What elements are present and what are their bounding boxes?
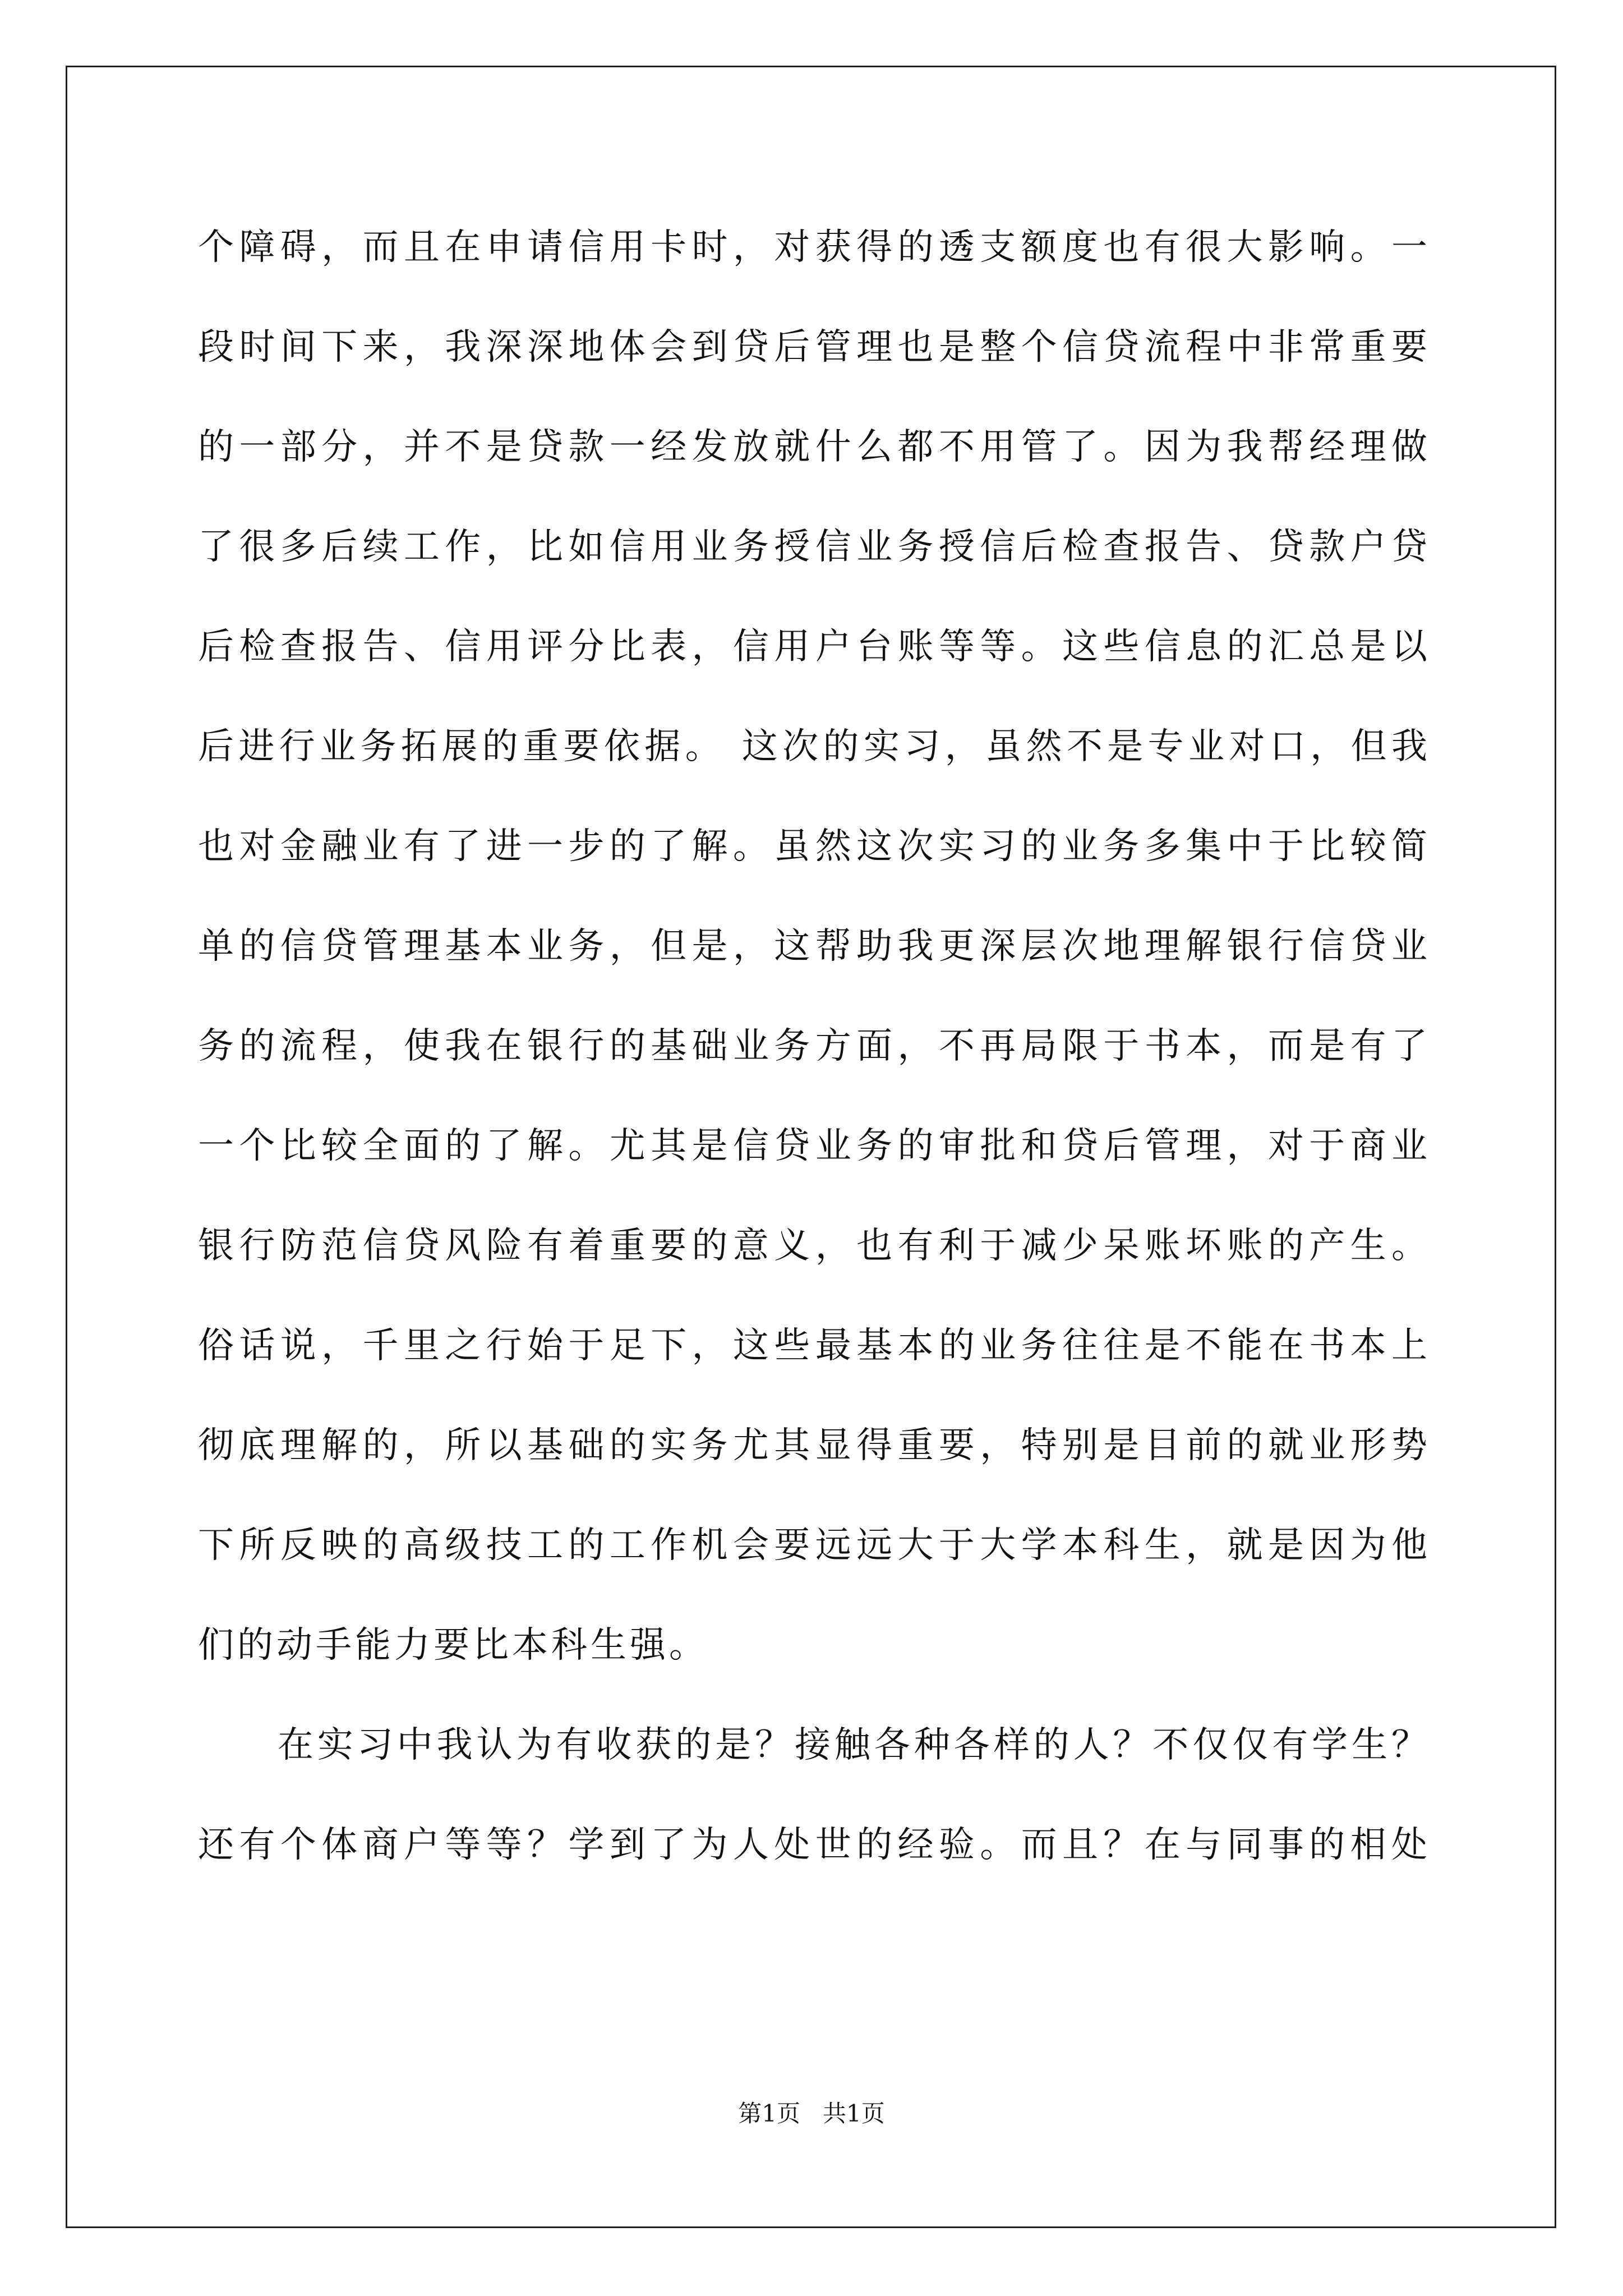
text-line-6: 后进行业务拓展的重要依据。 这次的实习，虽然不是专业对口，但我 [198, 726, 1427, 767]
page-footer: 第1页 共1页 [738, 2100, 885, 2127]
text-line-9: 务的流程，使我在银行的基础业务方面，不再局限于书本，而是有了 [198, 1025, 1427, 1067]
text-line-10: 一个比较全面的了解。尤其是信贷业务的审批和贷后管理，对于商业 [198, 1125, 1427, 1167]
text-line-4: 了很多后续工作，比如信用业务授信业务授信后检查报告、贷款户贷 [198, 526, 1427, 568]
text-line-7: 也对金融业有了进一步的了解。虽然这次实习的业务多集中于比较简 [198, 826, 1427, 867]
text-line-12: 俗话说，千里之行始于足下，这些最基本的业务往往是不能在书本上 [198, 1325, 1427, 1366]
text-line-14: 下所反映的高级技工的工作机会要远远大于大学本科生，就是因为他 [198, 1525, 1427, 1566]
text-line-11: 银行防范信贷风险有着重要的意义，也有利于减少呆账坏账的产生。 [198, 1225, 1427, 1267]
text-line-5: 后检查报告、信用评分比表，信用户台账等等。这些信息的汇总是以 [198, 626, 1427, 668]
text-line-3: 的一部分，并不是贷款一经发放就什么都不用管了。因为我帮经理做 [198, 426, 1427, 468]
text-line-17: 还有个体商户等等？学到了为人处世的经验。而且？在与同事的相处 [198, 1824, 1427, 1866]
text-line-8: 单的信贷管理基本业务，但是，这帮助我更深层次地理解银行信贷业 [198, 926, 1427, 967]
text-line-15: 们的动手能力要比本科生强。 [198, 1625, 708, 1666]
text-line-1: 个障碍，而且在申请信用卡时，对获得的透支额度也有很大影响。一 [198, 227, 1427, 268]
text-line-13: 彻底理解的，所以基础的实务尤其显得重要，特别是目前的就业形势 [198, 1425, 1427, 1466]
text-line-16: 在实习中我认为有收获的是？接触各种各样的人？不仅仅有学生？ [198, 1724, 1427, 1766]
text-line-2: 段时间下来，我深深地体会到贷后管理也是整个信贷流程中非常重要 [198, 326, 1427, 368]
